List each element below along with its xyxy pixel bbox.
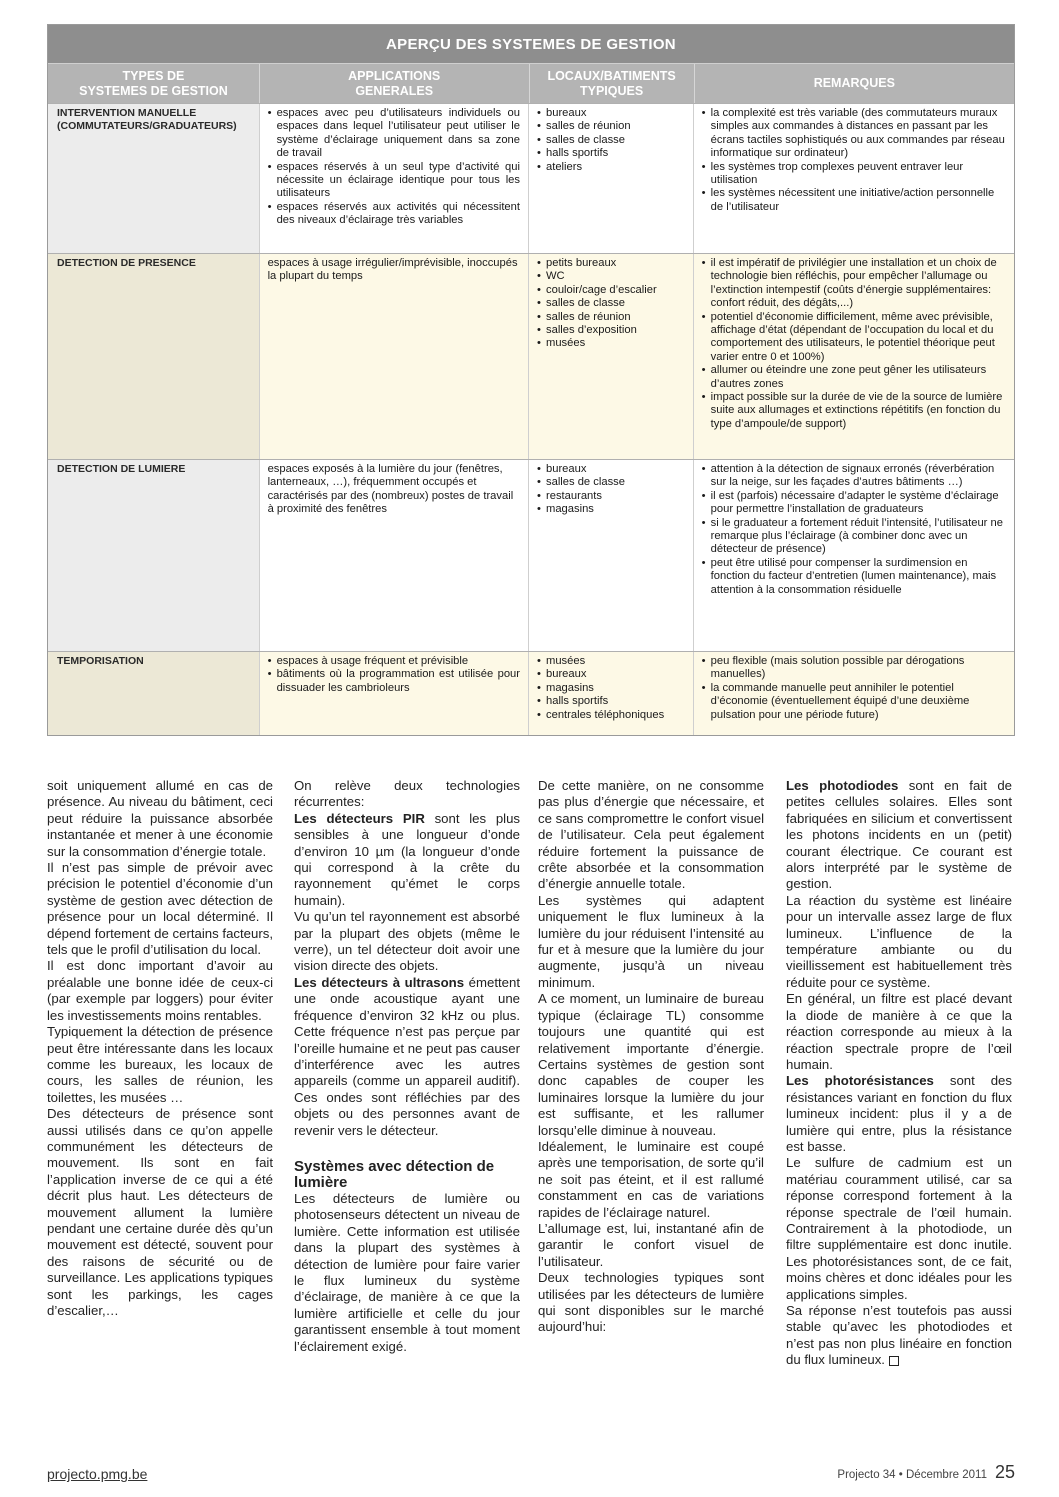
list-item: • halls sportifs — [537, 695, 685, 708]
paragraph: soit uniquement allumé en cas de présence. Au niveau du bâtiment, ceci peut réduire la puissance absorbée instantanée et mener à une économie sur la consommation d’énergie totale. — [47, 778, 273, 859]
paragraph — [786, 778, 1012, 893]
paragraph-text: sont les plus sensibles à une longueur d’onde d’environ 10 µm (la longueur d’onde qui correspond à la crête du rayonnement qu’émet le corps humain). — [294, 810, 521, 908]
issue-info: Projecto 34 • Décembre 2011 — [837, 1469, 987, 1481]
paragraph: L’allumage est, lui, instantané afin de garantir le confort visuel de l’utilisateur. — [538, 1220, 764, 1269]
row-type: DETECTION DE PRESENCE — [48, 254, 260, 459]
article-column-3 — [538, 778, 764, 1336]
header-remarques — [695, 64, 1014, 103]
term-pir: Les détecteurs PIR — [294, 810, 425, 826]
list-item: • salles de réunion — [537, 311, 685, 324]
end-of-article-square-icon — [889, 1356, 899, 1366]
row-remarques — [694, 254, 1014, 459]
row-remarques — [694, 652, 1014, 736]
page-number: 25 — [994, 1462, 1015, 1482]
term-ultrasons: Les détecteurs à ultrasons — [294, 974, 465, 990]
website-link[interactable]: projecto.pmg.be — [47, 1466, 148, 1482]
list-item: • magasins — [537, 682, 685, 695]
row-type: DETECTION DE LUMIERE — [48, 460, 260, 651]
list-item: • les systèmes nécessitent une initiative/action personnelle de l’utilisateur — [702, 187, 1006, 214]
paragraph-text: sont en fait de petites cellules solaires. Elles sont fabriquées en silicium et convertissent les photons incidents en un (petit) courant électrique. Ce courant est alors interprété par le système de gestion. — [786, 778, 1012, 892]
paragraph: Idéalement, le luminaire est coupé après une temporisation, de sorte qu’il ne soit pas éteint, et il est rallumé constamment en cas de variations rapides de l’éclairage naturel. — [538, 1138, 764, 1220]
paragraph-text: émettent une onde acoustique ayant une fréquence d’environ 32 kHz ou plus. Cette fréquence n’est pas perçue par l’oreille humaine et ne peut pas causer d’interférence avec les autres appareils (comme un appareil auditif). Ces ondes sont réfléchies par des objets ou des personnes avant de revenir vers le détecteur. — [294, 974, 521, 1138]
table-header-row — [48, 63, 1014, 103]
list-item: • musées — [537, 337, 685, 350]
list-item: • espaces réservés aux activités qui nécessitent des niveaux d’éclairage très variables — [268, 201, 520, 228]
paragraph-text: Sa réponse n’est toutefois pas aussi stable qu’avec les photodiodes et n’est pas non plus linéaire en fonction du flux lumineux. — [786, 1303, 1012, 1368]
list-item: • il est (parfois) nécessaire d’adapter le système d’éclairage pour permettre l’installation de graduateurs — [702, 490, 1006, 517]
list-item: • peut être utilisé pour compenser la surdimension en fonction du facteur d’entretien (lumen maintenance), mais attention à la consommation résiduelle — [702, 557, 1006, 597]
paragraph: A ce moment, un luminaire de bureau typique (éclairage TL) consomme toujours une quantité qui est relativement importante d’énergie. Certains systèmes de gestion sont donc capables de couper les luminaires lorsque la lumière du jour est suffisante, et les rallumer lorsqu’elle diminue à nouveau. — [538, 991, 764, 1138]
list-item: • allumer ou éteindre une zone peut gêner les utilisateurs d’autres zones — [702, 364, 1006, 391]
list-item: • musées — [537, 655, 685, 668]
header-applications-text: APPLICATIONS GENERALES — [348, 68, 441, 98]
paragraph-text: sont des résistances variant en fonction du flux lumineux incident: plus il y a de lumière qui entre, plus la résistance est basse. — [786, 1073, 1012, 1154]
list-item: • halls sportifs — [537, 147, 685, 160]
paragraph: On relève deux technologies récurrentes: — [294, 778, 520, 810]
paragraph: Il n’est pas simple de prévoir avec précision le potentiel d’économie d’un système de gestion avec détection de présence pour un local déterminé. Il dépend fortement de certains facteurs, tels que le profil d’utilisation du local. — [47, 860, 273, 958]
header-locaux — [530, 64, 695, 103]
paragraph: Les systèmes qui adaptent uniquement le flux lumineux à la lumière du jour réduisent l’intensité au fur et à mesure que la lumière du jour augmente, jusqu’à un niveau minimum. — [538, 892, 764, 990]
list-item: • salles de classe — [537, 297, 685, 310]
header-locaux-text: LOCAUX/BATIMENTS TYPIQUES — [547, 68, 676, 98]
paragraph — [294, 975, 520, 1139]
list-item: • ateliers — [537, 161, 685, 174]
row-locaux — [529, 652, 694, 736]
row-type: INTERVENTION MANUELLE (COMMUTATEURS/GRADUATEURS) — [48, 104, 260, 253]
list-item: • potentiel d’économie difficilement, même avec prévisible, affichage d’état (dépendant de l’occupation du local et du comportement des utilisateurs, le potentiel théorique peut varier entre 0 et 100%) — [702, 311, 1006, 365]
term-photodiodes: Les photodiodes — [786, 778, 899, 793]
list-item: • les systèmes trop complexes peuvent entraver leur utilisation — [702, 161, 1006, 188]
paragraph: La réaction du système est linéaire pour un intervalle assez large de flux lumineux. L’influence de la température ambiante ou du vieillissement est habituellement très réduite pour ce système. — [786, 892, 1012, 990]
row-applications — [260, 104, 529, 253]
list-item: • espaces réservés à un seul type d’activité qui nécessite un éclairage identique pour tous les utilisateurs — [268, 161, 520, 201]
list-item: • restaurants — [537, 490, 685, 503]
article-column-2 — [294, 778, 520, 1355]
paragraph: De cette manière, on ne consomme pas plus d’énergie que nécessaire, et ce sans compromettre le confort visuel de l’utilisateur. Cela peut également réduire fortement la puissance de crête absorbée et la consommation d’énergie annuelle totale. — [538, 778, 764, 892]
list-item: • espaces avec peu d’utilisateurs individuels ou espaces dans lequel l’utilisateur peut utiliser le système d’éclairage uniquement dans sa zone de travail — [268, 107, 520, 161]
list-item: • bâtiments où la programmation est utilisée pour dissuader les cambrioleurs — [268, 668, 520, 695]
header-types — [48, 64, 260, 103]
header-remarques-text: REMARQUES — [813, 76, 895, 90]
list-item: • salles d’exposition — [537, 324, 685, 337]
row-applications: espaces à usage irrégulier/imprévisible, inoccupés la plupart du temps — [260, 254, 529, 459]
page-footer — [47, 1462, 1015, 1488]
list-item: • petits bureaux — [537, 257, 685, 270]
list-item: • si le graduateur a fortement réduit l’intensité, l’utilisateur ne remarque plus l’éclairage (à combiner donc avec un détecteur de présence) — [702, 517, 1006, 557]
list-item: • salles de classe — [537, 476, 685, 489]
list-item: • centrales téléphoniques — [537, 709, 685, 722]
paragraph: Les détecteurs de lumière ou photosenseurs détectent un niveau de lumière. Cette information est utilisée dans la plupart des systèmes à détection de lumière pour faire varier le flux lumineux du système d’éclairage, de manière à ce que la lumière artificielle et celle du jour garantissent ensemble à tout moment l’éclairement exigé. — [294, 1190, 520, 1354]
row-locaux — [529, 460, 694, 651]
paragraph: Le sulfure de cadmium est un matériau couramment utilisé, car sa réponse correspond fortement à la réponse spectrale de l’œil humain. Contrairement à la photodiode, un filtre supplémentaire est donc inutile. Les photorésistances sont, de ce fait, moins chères et donc idéales pour les applications simples. — [786, 1155, 1012, 1302]
list-item: • couloir/cage d’escalier — [537, 284, 685, 297]
paragraph: Vu qu’un tel rayonnement est absorbé par la plupart des objets (même le verre), un tel détecteur doit avoir une vision directe des objets. — [294, 909, 520, 974]
list-item: • bureaux — [537, 668, 685, 681]
systems-overview-table — [47, 24, 1015, 736]
row-locaux — [529, 104, 694, 253]
list-item: • il est impératif de privilégier une installation et un choix de technologie bien réfléchis, pour empêcher l’allumage ou l’extinction intempestif (coûts d’énergie supplémentaires: confort réduit, des dégâts,...) — [702, 257, 1006, 311]
row-applications: espaces exposés à la lumière du jour (fenêtres, lanterneaux, …), fréquemment occupés et caractérisés par des (nombreux) postes de travail à proximité des fenêtres — [260, 460, 529, 651]
list-item: • salles de classe — [537, 134, 685, 147]
list-item: • espaces à usage fréquent et prévisible — [268, 655, 520, 668]
article-column-4 — [786, 778, 1012, 1369]
paragraph: En général, un filtre est placé devant la diode de manière à ce que la réaction corresponde au mieux à la réaction spectrale propre de l’œil humain. — [786, 991, 1012, 1072]
list-item: • la complexité est très variable (des commutateurs muraux simples aux commandes à distances en passant par les écrans tactiles sophistiqués ou aux commandes par réseau informatique sur ordinateur) — [702, 107, 1006, 161]
paragraph — [294, 811, 520, 909]
row-locaux — [529, 254, 694, 459]
row-type: TEMPORISATION — [48, 652, 260, 736]
article-column-1 — [47, 778, 273, 1319]
table-row — [48, 253, 1014, 459]
table-row — [48, 103, 1014, 253]
term-photoresistances: Les photorésistances — [786, 1073, 934, 1089]
paragraph — [786, 1303, 1012, 1369]
list-item: • bureaux — [537, 107, 685, 120]
header-types-text: TYPES DE SYSTEMES DE GESTION — [79, 68, 228, 98]
list-item: • salles de réunion — [537, 120, 685, 133]
table-row — [48, 459, 1014, 651]
article-body — [47, 778, 1015, 1448]
list-item: • WC — [537, 270, 685, 283]
table-row — [48, 651, 1014, 736]
paragraph — [786, 1073, 1012, 1155]
header-applications — [260, 64, 530, 103]
list-item: • bureaux — [537, 463, 685, 476]
row-applications — [260, 652, 529, 736]
list-item: • impact possible sur la durée de vie de la source de lumière suite aux allumages et extinctions répétitifs (en fonction du type d’ampoule/de support) — [702, 391, 1006, 431]
paragraph: Typiquement la détection de présence peut être intéressante dans les locaux comme les bureaux, les locaux de cours, les salles de réunion, les toilettes, les musées … — [47, 1024, 273, 1105]
list-item: • peu flexible (mais solution possible par dérogations manuelles) — [702, 655, 1006, 682]
row-remarques — [694, 104, 1014, 253]
list-item: • attention à la détection de signaux erronés (réverbération sur la neige, sur les façades d’autres bâtiments …) — [702, 463, 1006, 490]
section-heading: Systèmes avec détection de lumière — [294, 1157, 495, 1191]
paragraph: Des détecteurs de présence sont aussi utilisés dans ce qu’on appelle communément les détecteurs de mouvement. Ils sont en fait l’application inverse de ce qui a été décrit plus haut. Les détecteurs de mouvement allument la lumière pendant une certaine durée dès qu’un mouvement est détecté, souvent pour des raisons de sécurité ou de surveillance. Les applications typiques sont les parkings, les cages d’escalier,… — [47, 1106, 273, 1318]
paragraph: Il est donc important d’avoir au préalable une bonne idée de ceux-ci (par exemple par loggers) pour éviter les investissements moins rentables. — [47, 958, 273, 1023]
list-item: • la commande manuelle peut annihiler le potentiel d’économie (éventuellement équipé d’une deuxième pulsation pour une période future) — [702, 682, 1006, 722]
paragraph: Deux technologies typiques sont utilisées par les détecteurs de lumière qui sont disponibles sur le marché aujourd’hui: — [538, 1270, 764, 1335]
footer-right — [837, 1462, 1015, 1483]
list-item: • magasins — [537, 503, 685, 516]
row-remarques — [694, 460, 1014, 651]
table-title: APERÇU DES SYSTEMES DE GESTION — [48, 25, 1014, 63]
